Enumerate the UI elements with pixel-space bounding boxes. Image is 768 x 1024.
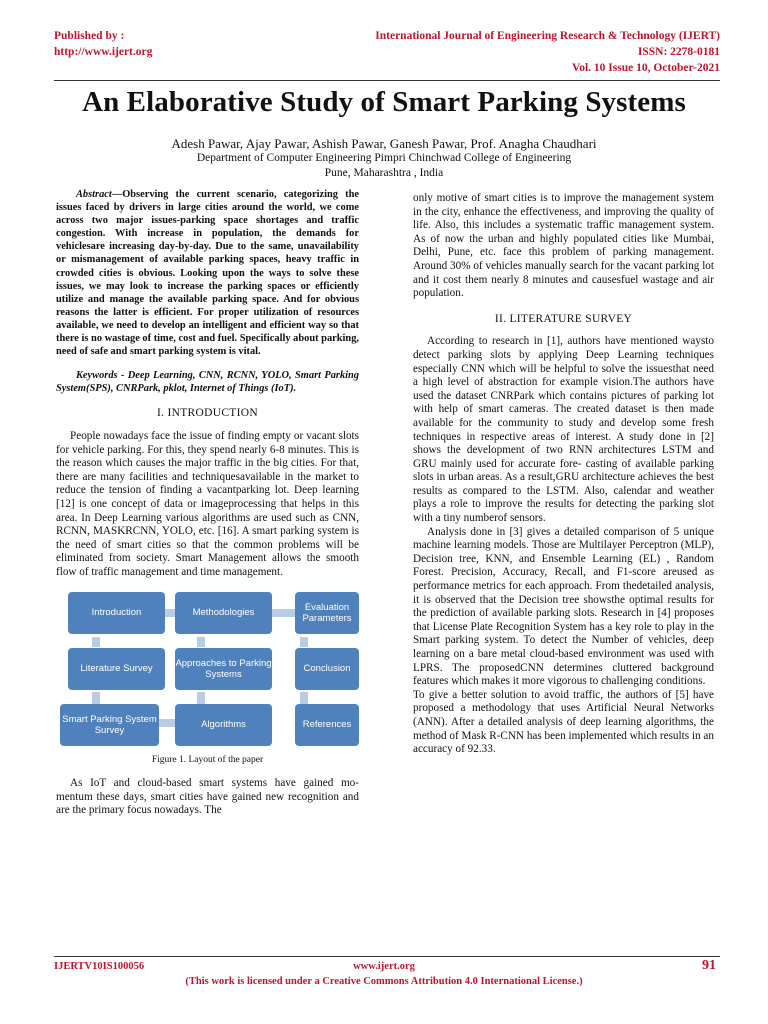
box-smart-parking-survey: Smart Parking System Survey (60, 704, 159, 746)
box-introduction: Introduction (68, 592, 165, 634)
published-by-label: Published by : (54, 30, 125, 42)
journal-volume: Vol. 10 Issue 10, October-2021 (571, 62, 720, 74)
right-column (413, 192, 714, 757)
page-header (54, 28, 720, 78)
box-approaches: Approaches to Parking Systems (175, 648, 272, 690)
journal-issn: ISSN: 2278-0181 (637, 46, 720, 58)
abstract-text: —Observing the current scenario, categorizing the issues faced by drivers in large cities around the world, we come across two major issues-parking space shortages and traffic congestion. With increase in population, the demands for vehiclesare increasing day-by-day. Due to the same, unavailability or mismanagement of available parking spaces, heavy traffic in crowded cities is obvious. Looking upon the ways to solve these issues, we may look to increase the parking spaces or efficiently utilize and manage the available parking space. And for obvious reasons the latter is efficient. For proper utilization of resources available, we need to develop an intelligent and efficient way so that there is no wastage of time, cost and fuel. Specifically about parking, need of safe and smart parking system is vital. (56, 189, 359, 358)
literature-paragraph-1: According to research in [1], authors have mentioned waysto detect parking slots by applying Deep Learning techniques especially CNN which will be helpful to solve the issuesthat need a high level of abstraction for example vision.The authors have used the dataset CNRPark which contains pictures of parking lot with help of smart cameras. The created dataset is then made available for the community to study and develop some fresh techniques in respective areas of interest. A study done in [2] shows the development of two RNN architectures LSTM and GRU mainly used for accurate fore- casting of available parking slots in urban areas. As a result,GRU architecture achieves the best results as compared to the LSTM. Also, calendar and weather plays a role to improve the results for detecting the parking slot with a tiny numberof sensors. (413, 335, 714, 525)
intro-paragraph-1: People nowadays face the issue of finding empty or vacant slots for vehicle parking. For this, they spend nearly 6-8 minutes. This is the reason which causes the major traffic in the big cities. For that, there are many facilities and techniquesavailable in the market to reduce the tension of finding a vacantparking lot. Deep learning [12] is one concept of data or imageprocessing that helps in this area. In Deep Learning various algorithms are used such as CNN, RCNN, MASKRCNN, YOLO, etc. [16]. A smart parking system is the need of smart cities so that the common problems will be eliminated from society. Smart Management allows the smooth flow of traffic management and time management. (56, 430, 359, 578)
intro-paragraph-continued: only motive of smart cities is to improve the management system in the city, enhance the effectiveness, and improving the quality of life. Also, this includes a systematic traffic management system. As of now the urban and highly populated cities like Mumbai, Delhi, Pune, etc. face this problem of parking management. Around 30% of vehicles manually search for the vacant parking lot and it cost them nearly 8 minutes and causesfuel wastage and air population. (413, 192, 714, 300)
box-evaluation-parameters: Evaluation Parameters (295, 592, 359, 634)
paper-layout-figure (56, 592, 359, 740)
literature-paragraph-3: To give a better solution to avoid traffic, the authors of [5] have proposed a methodology that uses Artificial Neural Networks (ANN). After a detailed analysis of deep learning algorithms, the method of Mask R-CNN has been implemented which results in an accuracy of 92.33. (413, 688, 714, 756)
box-methodologies: Methodologies (175, 592, 272, 634)
connector-approaches-algorithms (197, 692, 205, 704)
connector-intro-methods (165, 609, 175, 617)
connector-methods-eval (272, 609, 295, 617)
abstract-label: Abstract (76, 189, 112, 200)
paper-title: An Elaborative Study of Smart Parking Systems (82, 86, 686, 118)
connector-methods-approaches (197, 637, 205, 647)
connector-smart-algorithms (159, 719, 175, 727)
affiliation-line-2: Pune, Maharashtra , India (324, 167, 444, 179)
page-number: 91 (702, 958, 716, 973)
publisher-website-link[interactable]: http://www.ijert.org (54, 46, 153, 58)
intro-paragraph-2: As IoT and cloud-based smart systems have gained mo- mentum these days, smart cities have gained new recognition and are the primary focus nowadays. The (56, 777, 359, 817)
section-heading-introduction: I. INTRODUCTION (157, 407, 258, 420)
box-conclusion: Conclusion (295, 648, 359, 690)
connector-conclusion-references (300, 692, 308, 704)
section-heading-literature-survey: II. LITERATURE SURVEY (494, 312, 633, 325)
footer-divider (54, 956, 720, 957)
publisher-block (54, 28, 152, 60)
journal-name: International Journal of Engineering Research & Technology (IJERT) (375, 30, 720, 42)
connector-eval-conclusion (300, 637, 308, 647)
connector-intro-lit (92, 637, 100, 647)
box-algorithms: Algorithms (175, 704, 272, 746)
box-references: References (295, 704, 359, 746)
paper-authors: Adesh Pawar, Ajay Pawar, Ashish Pawar, Ganesh Pawar, Prof. Anagha Chaudhari (171, 136, 597, 151)
abstract (56, 188, 359, 358)
footer-license: (This work is licensed under a Creative Commons Attribution 4.0 International License.) (185, 976, 583, 987)
box-literature-survey: Literature Survey (68, 648, 165, 690)
footer-website-link[interactable]: www.ijert.org (353, 961, 415, 972)
header-divider (54, 80, 720, 81)
footer-paper-id: IJERTV10IS100056 (54, 961, 145, 972)
connector-lit-smart (92, 692, 100, 704)
figure-caption: Figure 1. Layout of the paper (151, 754, 264, 765)
affiliation-line-1: Department of Computer Engineering Pimpri Chinchwad College of Engineering (196, 152, 572, 164)
literature-paragraph-2: Analysis done in [3] gives a detailed comparison of 5 unique machine learning models. Those are Multilayer Perceptron (MLP), Decision tree, KNN, and Ensemble Learning (EL) , Random Forest. Precision, Accuracy, Recall, and F1-score areused as performance metrics for each approach. From thedetailed analysis, it is observed that the Decision tree showsthe optimal results for the prediction of available parking slots. Research in [4] proposes that License Plate Recognition System has a key role to play in the Smart parking system. To detect the Number of vehicles, deep learning on a bare metal cloud-based environment was used with LPRS. The proposedCNN determines cluttered background features which makes it more vigorous to challenging conditions. (413, 525, 714, 688)
journal-block (375, 28, 720, 76)
keywords: Keywords - Deep Learning, CNN, RCNN, YOLO, Smart Parking System(SPS), CNRPark, pklot, Internet of Things (IoT). (56, 370, 359, 395)
left-column (56, 188, 359, 818)
